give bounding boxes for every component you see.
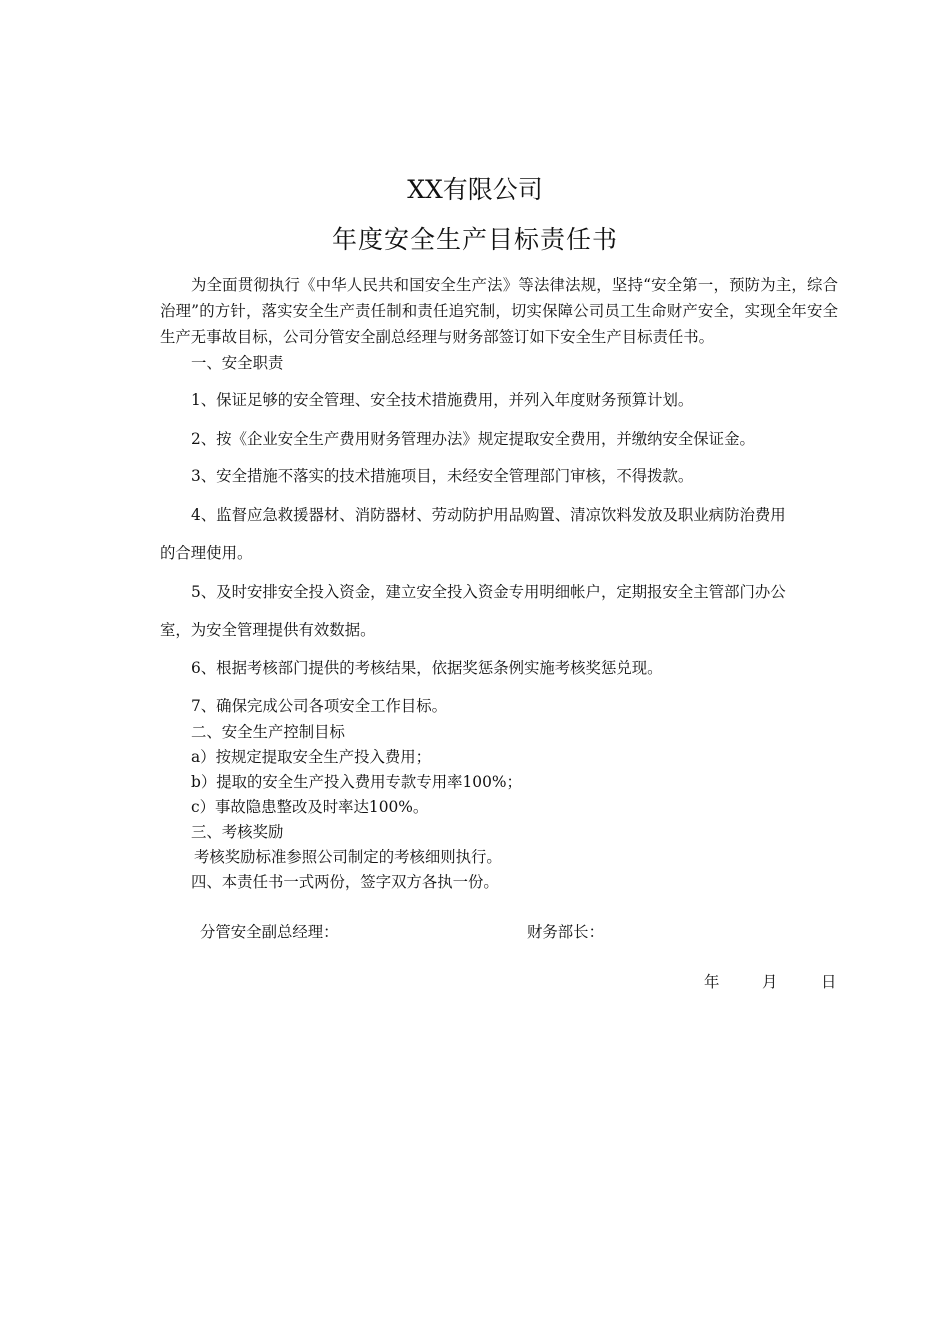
section3-text: 考核奖励标准参照公司制定的考核细则执行。	[194, 848, 502, 866]
date-month-label: 月	[762, 973, 778, 991]
section2-item: b）提取的安全生产投入费用专款专用率100%；	[191, 773, 522, 791]
section1-item: 3、安全措施不落实的技术措施项目，未经安全管理部门审核，不得拨款。	[191, 467, 694, 485]
section1-item: 室，为安全管理提供有效数据。	[160, 621, 376, 639]
section1-item: 7、确保完成公司各项安全工作目标。	[191, 697, 448, 715]
date-year-label: 年	[704, 973, 720, 991]
section1-item: 4、监督应急救援器材、消防器材、劳动防护用品购置、清凉饮料发放及职业病防治费用	[191, 506, 786, 524]
section2-item: c）事故隐患整改及时率达100%。	[191, 798, 429, 816]
date-day-label: 日	[821, 973, 837, 991]
document-title: 年度安全生产目标责任书	[331, 225, 618, 254]
section4-text: 四、本责任书一式两份，签字双方各执一份。	[191, 873, 499, 891]
section1-item: 6、根据考核部门提供的考核结果，依据奖惩条例实施考核奖惩兑现。	[191, 659, 663, 677]
section2-heading: 二、安全生产控制目标	[191, 723, 345, 741]
section1-heading: 一、安全职责	[191, 354, 284, 372]
section1-item: 1、保证足够的安全管理、安全技术措施费用，并列入年度财务预算计划。	[191, 391, 694, 409]
company-title: XX有限公司	[407, 175, 543, 204]
section2-item: a）按规定提取安全生产投入费用；	[191, 748, 432, 766]
section1-item: 5、及时安排安全投入资金，建立安全投入资金专用明细帐户，定期报安全主管部门办公	[191, 583, 786, 601]
intro-paragraph: 为全面贯彻执行《中华人民共和国安全生产法》等法律法规，坚持“安全第一，预防为主，综合治理”的方针，落实安全生产责任制和责任追究制，切实保障公司员工生命财产安全，实现全年安全生产无事故目标，公司分管安全副总经理与财务部签订如下安全生产目标责任书。	[160, 276, 838, 346]
signature-deputy-gm-label: 分管安全副总经理：	[200, 923, 339, 941]
section3-heading: 三、考核奖励	[191, 823, 284, 841]
section1-item: 2、按《企业安全生产费用财务管理办法》规定提取安全费用，并缴纳安全保证金。	[191, 430, 755, 448]
section1-item: 的合理使用。	[160, 544, 253, 562]
signature-finance-head-label: 财务部长：	[527, 923, 604, 941]
